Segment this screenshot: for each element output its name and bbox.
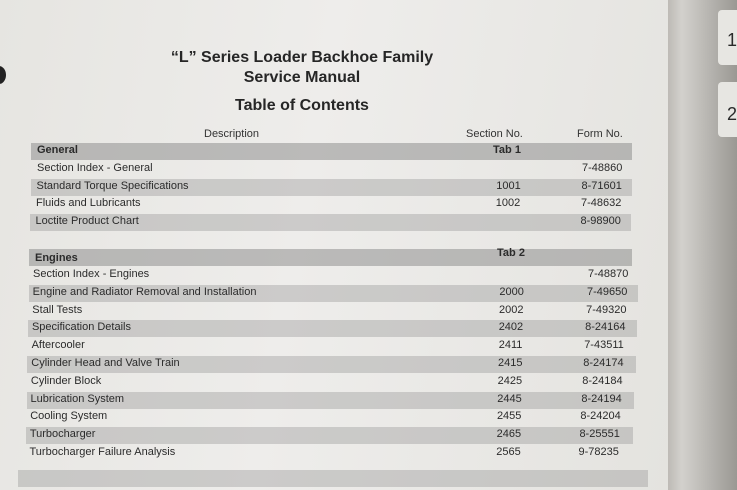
toc-row [31,179,632,196]
toc-form-number: 8-71601 [581,179,622,192]
manual-title: “L” Series Loader Backhoe Family [170,49,434,66]
toc-row [30,196,631,213]
toc-section-number: 1001 [496,179,521,192]
toc-description: Turbocharger Failure Analysis [29,446,176,458]
toc-section-number: 2465 [496,428,522,441]
header-description: Description [204,128,260,140]
header-section: Section No. [466,128,523,140]
toc-description: Lubrication System [30,392,125,405]
toc-row [29,267,639,284]
toc-row [29,249,632,266]
toc-section-number: 1002 [495,197,521,210]
header-form: Form No. [577,128,623,140]
section-heading: Engines [35,252,78,264]
toc-row [26,409,634,426]
toc-section-number: 2565 [496,446,521,458]
toc-row [29,285,639,302]
toc-description: Section Index - General [37,162,153,174]
section-tab-label: Tab 2 [497,247,525,259]
section-tab-label: Tab 1 [493,144,521,156]
tab-divider-edge [668,0,737,490]
toc-row [31,143,632,160]
toc-form-number: 7-48860 [582,162,623,174]
toc-form-number: 7-43511 [584,339,624,352]
toc-form-number: 8-98900 [580,214,621,227]
toc-description: Loctite Product Chart [35,214,139,227]
toc-section-number: 2411 [498,339,523,352]
toc-form-number: 8-24204 [580,410,621,423]
toc-row [27,374,635,391]
toc-section-number: 2425 [497,374,523,387]
toc-section-number: 2000 [499,285,524,298]
toc-form-number: 8-24184 [582,374,623,387]
toc-form-number: 7-48632 [581,197,622,210]
toc-row [26,445,633,462]
toc-section-number: 2002 [499,303,524,316]
toc-form-number: 7-49650 [587,285,628,298]
toc-description: Fluids and Lubricants [36,197,141,210]
toc-section-number: 2455 [496,410,522,423]
toc-row [31,161,632,178]
toc-description: Cooling System [30,410,108,423]
toc-description: Engine and Radiator Removal and Installation [32,285,257,298]
toc-row [28,338,637,355]
toc-form-number: 8-24174 [583,357,624,369]
toc-row [28,303,637,320]
manual-subtitle: Service Manual [243,69,361,86]
toc-description: Cylinder Head and Valve Train [31,357,180,369]
toc-description: Cylinder Block [30,374,102,387]
toc-row [27,356,636,373]
toc-form-number: 8-24164 [585,321,626,334]
toc-description: Aftercooler [31,339,85,352]
toc-description: Stall Tests [32,303,83,316]
toc-row [30,214,631,231]
toc-description: Specification Details [31,321,131,334]
toc-form-number: 7-48870 [588,268,629,280]
tab-2-number: 2 [727,104,737,124]
toc-form-number: 9-78235 [578,446,619,458]
toc-section-number: 2445 [497,392,522,405]
toc-description: Section Index - Engines [33,268,150,280]
toc-form-number: 7-49320 [586,303,627,316]
section-heading: General [37,144,78,156]
toc-row [28,320,637,337]
toc-form-number: 8-24194 [581,392,622,405]
toc-description: Standard Torque Specifications [36,179,189,192]
toc-form-number: 8-25551 [579,428,620,441]
toc-title: Table of Contents [235,97,369,114]
toc-row [26,427,633,444]
toc-row [18,470,648,487]
toc-section-number: 2415 [498,357,523,369]
toc-description: Turbocharger [29,428,96,441]
toc-section-number: 2402 [498,321,524,334]
toc-row [27,392,635,409]
tab-1-number: 1 [727,30,737,50]
